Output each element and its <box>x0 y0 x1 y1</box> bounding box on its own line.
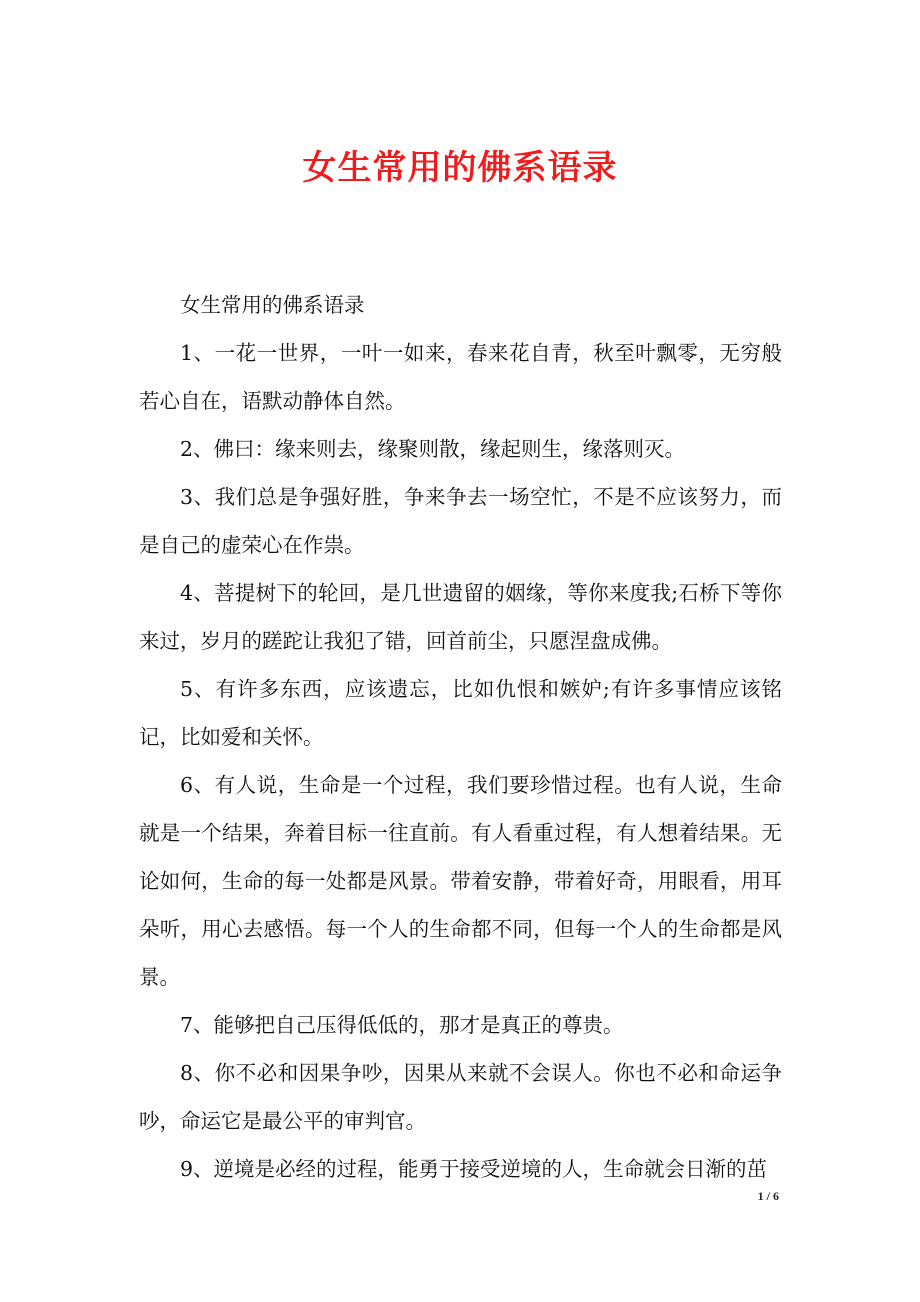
quote-paragraph-6: 6、有人说，生命是一个过程，我们要珍惜过程。也有人说，生命就是一个结果，奔着目标一往直前。有人看重过程，有人想着结果。无论如何，生命的每一处都是风景。带着安静，带着好奇，用眼看，用耳朵听，用心去感悟。每一个人的生命都不同，但每一个人的生命都是风景。 <box>139 773 782 989</box>
quote-paragraph-5: 5、有许多东西，应该遗忘，比如仇恨和嫉妒;有许多事情应该铭记，比如爱和关怀。 <box>139 677 782 749</box>
paragraph-heading: 女生常用的佛系语录 <box>180 293 365 317</box>
quote-paragraph-3: 3、我们总是争强好胜，争来争去一场空忙，不是不应该努力，而是自己的虚荣心在作祟。 <box>139 485 782 557</box>
page-number: 1 / 6 <box>757 1189 779 1203</box>
document-title: 女生常用的佛系语录 <box>302 148 618 188</box>
quote-paragraph-4: 4、菩提树下的轮回，是几世遗留的姻缘，等你来度我;石桥下等你来过，岁月的蹉跎让我犯了错，回首前尘，只愿涅盘成佛。 <box>139 581 782 653</box>
quote-paragraph-9: 9、逆境是必经的过程，能勇于接受逆境的人，生命就会日渐的茁 <box>180 1157 768 1181</box>
quote-paragraph-8: 8、你不必和因果争吵，因果从来就不会误人。你也不必和命运争吵，命运它是最公平的审判官。 <box>139 1061 782 1133</box>
document-body <box>139 281 782 1193</box>
quote-paragraph-1: 1、一花一世界，一叶一如来，春来花自青，秋至叶飘零，无穷般若心自在，语默动静体自然。 <box>139 341 782 413</box>
quote-paragraph-2: 2、佛曰：缘来则去，缘聚则散，缘起则生，缘落则灭。 <box>180 437 686 461</box>
quote-paragraph-7: 7、能够把自己压得低低的，那才是真正的尊贵。 <box>180 1013 624 1037</box>
